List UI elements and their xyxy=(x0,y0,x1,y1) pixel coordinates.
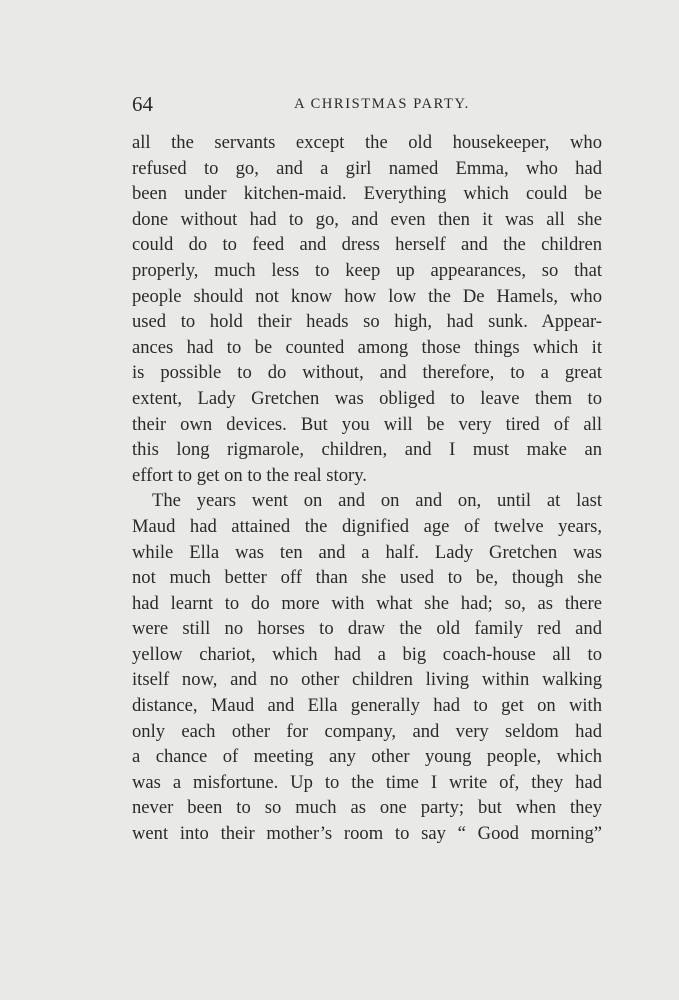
text-line: The years went on and on and on, until at last xyxy=(152,490,602,512)
text-line: people should not know how low the De Hamels, who xyxy=(132,285,602,307)
text-line: distance, Maud and Ella generally had to get on with xyxy=(132,695,602,717)
paragraph-1 xyxy=(132,130,602,488)
text-line: been under kitchen-maid. Everything which could be xyxy=(132,183,602,205)
text-line: is possible to do without, and therefore, to a great xyxy=(132,362,602,384)
page-number: 64 xyxy=(132,92,153,116)
text-line: could do to feed and dress herself and the children xyxy=(132,234,602,256)
running-title: A CHRISTMAS PARTY. xyxy=(294,96,470,112)
paragraph-2 xyxy=(132,488,602,846)
text-line: never been to so much as one party; but when they xyxy=(132,797,602,819)
text-line: was a misfortune. Up to the time I write of, they had xyxy=(132,771,602,793)
text-line: done without had to go, and even then it was all she xyxy=(132,208,602,230)
text-line: ances had to be counted among those things which it xyxy=(132,336,602,358)
text-line: while Ella was ten and a half. Lady Gretchen was xyxy=(132,541,602,563)
text-line: Maud had attained the dignified age of twelve years, xyxy=(132,515,602,537)
text-line: not much better off than she used to be, though she xyxy=(132,567,602,589)
text-line: their own devices. But you will be very tired of all xyxy=(132,413,602,435)
text-line: all the servants except the old housekeeper, who xyxy=(132,132,602,153)
body-text xyxy=(132,130,602,847)
text-line: only each other for company, and very seldom had xyxy=(132,720,602,742)
text-line: had learnt to do more with what she had; so, as there xyxy=(132,592,602,614)
text-line: effort to get on to the real story. xyxy=(132,464,367,486)
text-line: yellow chariot, which had a big coach-house all to xyxy=(132,643,602,665)
text-line: properly, much less to keep up appearances, so that xyxy=(132,259,602,281)
text-line: itself now, and no other children living within walking xyxy=(132,669,602,691)
text-line: a chance of meeting any other young people, which xyxy=(132,746,602,768)
text-line: used to hold their heads so high, had sunk. Appear- xyxy=(132,311,602,333)
text-line: refused to go, and a girl named Emma, who had xyxy=(132,157,602,179)
text-line: this long rigmarole, children, and I must make an xyxy=(132,439,602,461)
text-line: went into their mother’s room to say “ Good morning” xyxy=(132,823,602,845)
text-line: extent, Lady Gretchen was obliged to leave them to xyxy=(132,387,602,409)
page-header xyxy=(132,92,602,122)
text-line: were still no horses to draw the old family red and xyxy=(132,618,602,640)
